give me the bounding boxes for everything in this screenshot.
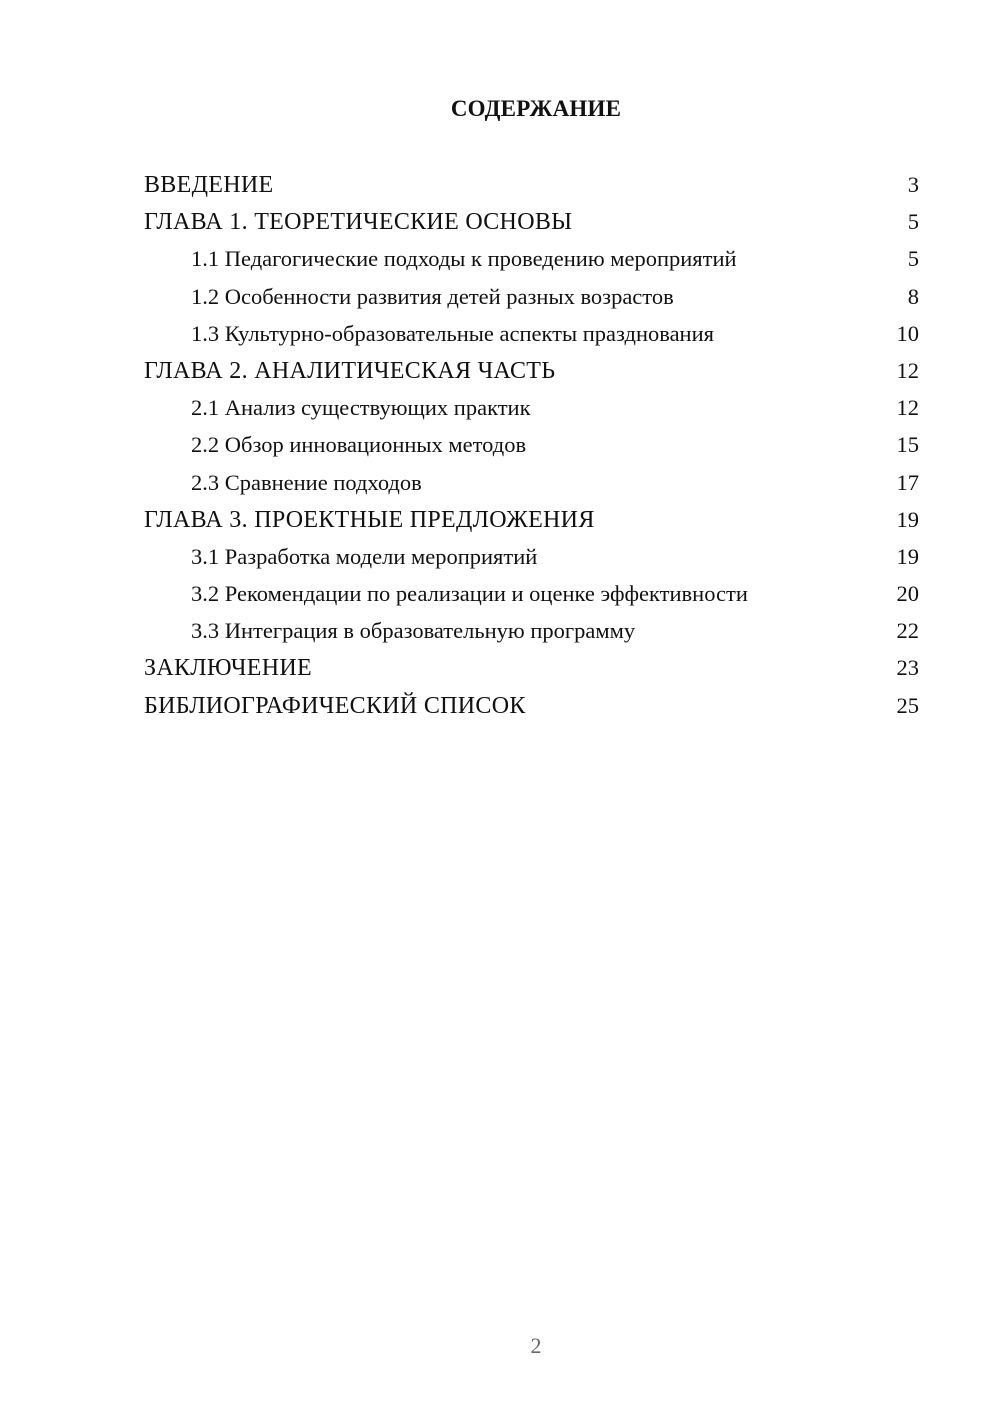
toc-entry-label: ЗАКЛЮЧЕНИЕ [144,655,312,682]
toc-chapter-entry[interactable] [144,203,919,240]
toc-chapter-entry[interactable] [144,166,919,203]
toc-entry-label: 1.2 Особенности развития детей разных возрастов [191,283,674,309]
toc-chapter-entry[interactable] [144,501,919,538]
toc-section-entry[interactable] [144,389,919,426]
toc-entry-page-number: 25 [896,692,919,718]
toc-entry-label: 3.1 Разработка модели мероприятий [191,543,538,569]
toc-entry-page-number: 3 [907,172,919,197]
toc-section-entry[interactable] [144,315,919,352]
toc-section-entry[interactable] [144,464,919,501]
toc-entry-label: ВВЕДЕНИЕ [144,172,274,198]
toc-entry-page-number: 5 [907,246,919,272]
toc-entry-label: ГЛАВА 3. ПРОЕКТНЫЕ ПРЕДЛОЖЕНИЯ [144,506,595,533]
toc-entry-page-number: 5 [907,209,919,235]
toc-entry-label: БИБЛИОГРАФИЧЕСКИЙ СПИСОК [144,692,526,719]
toc-entry-page-number: 17 [896,469,919,495]
toc-entry-page-number: 22 [896,618,919,644]
toc-section-entry[interactable] [144,278,919,315]
toc-chapter-entry[interactable] [144,352,919,389]
toc-entry-page-number: 19 [896,506,919,532]
toc-entry-page-number: 19 [896,543,919,569]
toc-entry-label: 1.3 Культурно-образовательные аспекты празднования [191,320,714,346]
toc-entry-page-number: 12 [896,395,919,421]
toc-entry-page-number: 15 [896,432,919,458]
toc-chapter-entry[interactable] [144,687,919,724]
toc-section-entry[interactable] [144,612,919,649]
toc-entry-label: 2.1 Анализ существующих практик [191,395,531,421]
toc-section-entry[interactable] [144,426,919,463]
toc-entry-label: 2.3 Сравнение подходов [191,469,422,495]
toc-entry-label: 1.1 Педагогические подходы к проведению мероприятий [191,246,737,272]
toc-section-entry[interactable] [144,575,919,612]
toc-chapter-entry[interactable] [144,649,919,686]
table-of-contents [144,166,919,724]
toc-entry-page-number: 10 [896,320,919,346]
page-number: 2 [530,1333,542,1358]
toc-entry-label: 2.2 Обзор инновационных методов [191,432,527,458]
toc-entry-label: 3.3 Интеграция в образовательную программу [191,618,636,644]
toc-section-entry[interactable] [144,538,919,575]
toc-entry-label: 3.2 Рекомендации по реализации и оценке эффективности [191,581,748,607]
toc-entry-label: ГЛАВА 2. АНАЛИТИЧЕСКАЯ ЧАСТЬ [144,357,556,384]
toc-section-entry[interactable] [144,240,919,277]
toc-entry-page-number: 20 [896,581,919,607]
toc-entry-label: ГЛАВА 1. ТЕОРЕТИЧЕСКИЕ ОСНОВЫ [144,209,573,236]
page-title: СОДЕРЖАНИЕ [450,96,622,121]
toc-entry-page-number: 8 [907,283,919,309]
toc-entry-page-number: 23 [896,655,919,681]
toc-entry-page-number: 12 [896,357,919,383]
